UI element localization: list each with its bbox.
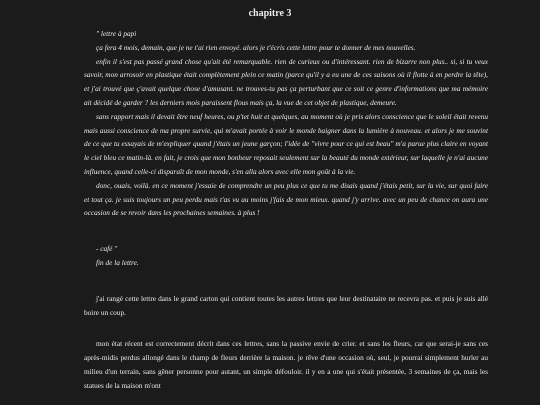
narrative-section [84, 292, 488, 393]
letter-end-note: fin de la lettre. [96, 257, 139, 267]
chapter-title: chapitre 3 [248, 8, 292, 19]
letter-opening: " lettre à papi [96, 29, 137, 38]
letter-paragraph: ça fera 4 mois, demain, que je ne t'ai rien envoyé. alors je t'écris cette lettre pour te donner de mes nouvelles. [96, 42, 416, 52]
narrative-paragraph: mon état récent est correctement décrit dans ces lettres, sans la passive envie de crier. et sans les fleurs, car que serai-je sans ces après-midis perdus allongé dans le champ de fleurs derrière la maison. je rêve d'une occasion où, seul, je pourrai simplement hurler au milieu d'un terrain, sans gêner personne pour autant, un simple défouloir. il y en a une qui s'était présentée, 3 semaines de ça, mais les statues de la maison m'ont [84, 339, 488, 390]
letter-paragraph: enfin il s'est pas passé grand chose qu'ait été remarquable. rien de curieux ou d'intéressant. rien de bizarre non plus.. si, si tu veux savoir, mon arrosoir en plastique était complètement plein ce matin (parce qu'il y a eu une de ces saisons où il flotte à en perdre la tête), et j'ai trouvé que ç'avait quelque chose d'amusant. ne trouves-tu pas ça perturbant que ce soit ce genre d'informations que ma mémoire ait décidé de garder ? les derniers mois paraissent flous mais ça, la vue de cet objet de plastique, demeure. [84, 56, 488, 107]
letter-sign-off: - café " [96, 244, 118, 254]
letter-section [84, 27, 488, 270]
document-body [84, 27, 488, 393]
letter-paragraph: donc, ouais, voilà. en ce moment j'essaie de comprendre un peu plus ce que tu me disais quand j'étais petit, sur la vie, sur quoi faire et tout ça. je suis toujours un peu perdu mais t'as vu au moins j'fais de mon mieux. quand j'y arrive. avec un peu de chance on aura une occasion de se revoir dans les prochaines semaines. à plus ! [84, 180, 488, 218]
letter-paragraph: sans rapport mais il devait être neuf heures, ou p'tet huit et quelques, au moment où je pris alors conscience que le soleil était revenu mais aussi conscience de ma propre survie, qui m'avait portée à voir le monde baigner dans la lumière à nouveau. et alors je me souvint de ce que tu essayais de m'expliquer quand j'étais un jeune garçon; l'idée de "vivre pour ce qui est beau" m'a parue plus claire en voyant le ciel bleu ce matin-là. en fait, je crois que mon bonheur reposait seulement sur la beauté du monde extérieur, sur laquelle je n'ai aucune influence, quand celle-ci disparaît de mon monde, s'en alla alors avec elle mon goût à la vie. [84, 111, 488, 176]
narrative-paragraph: j'ai rangé cette lettre dans le grand carton qui contient toutes les autres lettres que leur destinataire ne recevra pas. et puis je suis allé boire un coup. [84, 293, 488, 317]
